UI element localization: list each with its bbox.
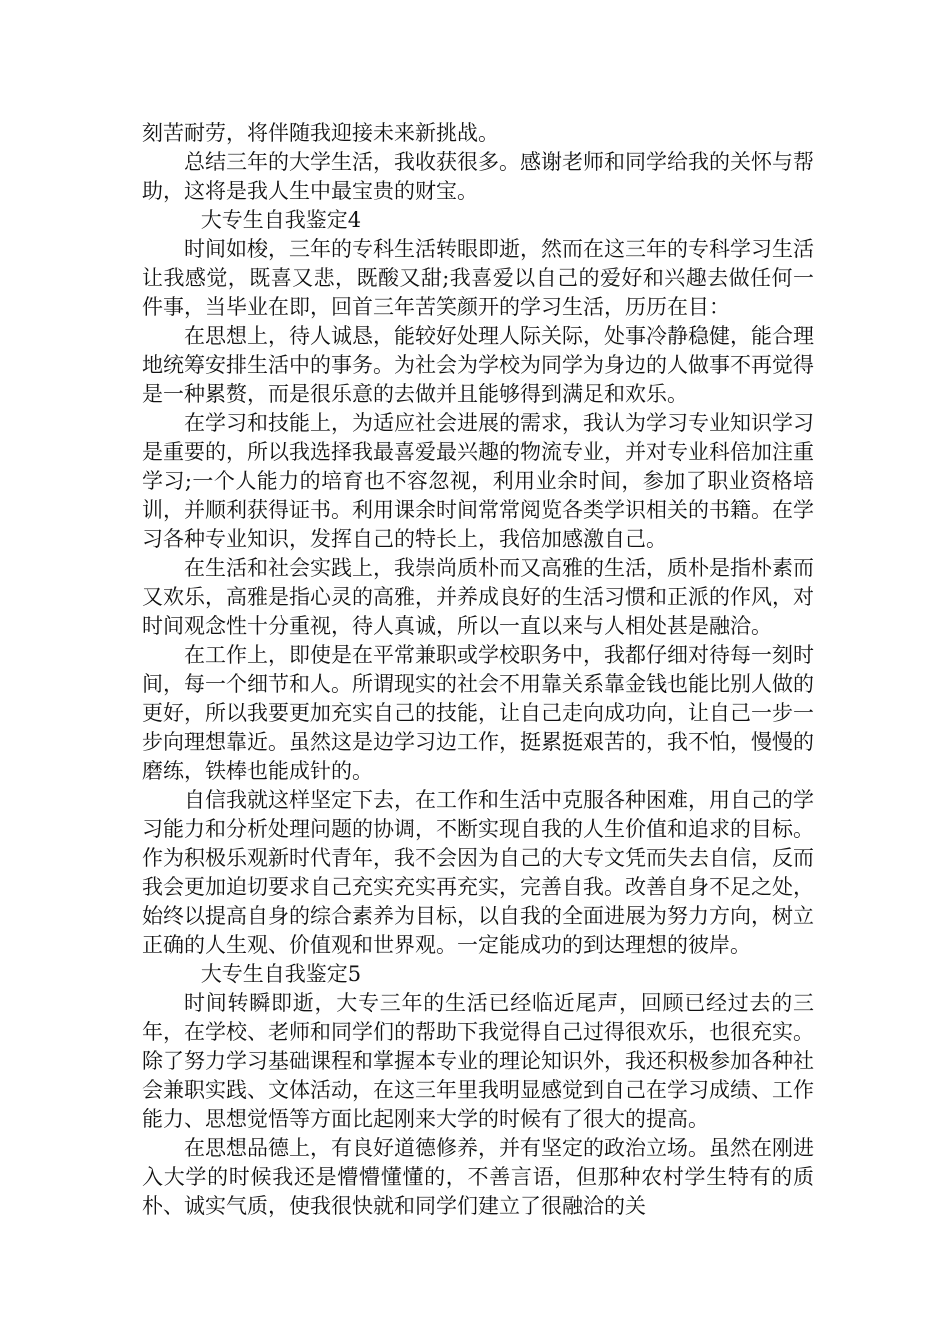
paragraph-life: 在生活和社会实践上，我崇尚质朴而又高雅的生活，质朴是指朴素而又欢乐，高雅是指心灵的高雅，并养成良好的生活习惯和正派的作风，对时间观念性十分重视，待人真诚，所以一直以来与人相处甚是融洽。 <box>142 556 814 638</box>
paragraph-work: 在工作上，即使是在平常兼职或学校职务中，我都仔细对待每一刻时间，每一个细节和人。所谓现实的社会不用靠关系靠金钱也能比别人做的更好，所以我要更加充实自己的技能，让自己走向成功向，让自己一步一步向理想靠近。虽然这是边学习边工作，挺累挺艰苦的，我不怕，慢慢的磨练，铁棒也能成针的。 <box>142 643 814 783</box>
paragraph-morality: 在思想品德上，有良好道德修养，并有坚定的政治立场。虽然在刚进入大学的时候我还是懵懵懂懂的，不善言语，但那种农村学生特有的质朴、诚实气质，使我很快就和同学们建立了很融洽的关 <box>142 1136 814 1218</box>
document-page <box>142 119 814 1221</box>
paragraph-thought: 在思想上，待人诚恳，能较好处理人际关际，处事冷静稳健，能合理地统筹安排生活中的事务。为社会为学校为同学为身边的人做事不再觉得是一种累赘，而是很乐意的去做并且能够得到满足和欢乐。 <box>142 324 814 406</box>
paragraph-summary: 总结三年的大学生活，我收获很多。感谢老师和同学给我的关怀与帮助，这将是我人生中最宝贵的财宝。 <box>142 150 814 203</box>
paragraph-continuation: 刻苦耐劳，将伴随我迎接未来新挑战。 <box>142 121 499 145</box>
paragraph-study: 在学习和技能上，为适应社会进展的需求，我认为学习专业知识学习是重要的，所以我选择我最喜爱最兴趣的物流专业，并对专业科倍加注重学习;一个人能力的培育也不容忽视，利用业余时间，参加了职业资格培训，并顺利获得证书。利用课余时间常常阅览各类学识相关的书籍。在学习各种专业知识，发挥自己的特长上，我倍加感激自己。 <box>142 411 814 551</box>
paragraph-confidence: 自信我就这样坚定下去，在工作和生活中克服各种困难，用自己的学习能力和分析处理问题的协调，不断实现自我的人生价值和追求的目标。作为积极乐观新时代青年，我不会因为自己的大专文凭而失去自信，反而我会更加迫切要求自己充实充实再充实，完善自我。改善自身不足之处，始终以提高自身的综合素养为目标，以自我的全面进展为努力方向，树立正确的人生观、价值观和世界观。一定能成功的到达理想的彼岸。 <box>142 788 814 957</box>
paragraph-intro-4: 时间如梭，三年的专科生活转眼即逝，然而在这三年的专科学习生活让我感觉，既喜又悲，既酸又甜;我喜爱以自己的爱好和兴趣去做任何一件事，当毕业在即，回首三年苦笑颜开的学习生活，历历在目： <box>142 237 814 319</box>
section-heading-5: 大专生自我鉴定5 <box>200 962 362 986</box>
section-heading-4: 大专生自我鉴定4 <box>200 208 362 232</box>
paragraph-intro-5: 时间转瞬即逝，大专三年的生活已经临近尾声，回顾已经过去的三年，在学校、老师和同学们的帮助下我觉得自己过得很欢乐，也很充实。除了努力学习基础课程和掌握本专业的理论知识外，我还积极参加各种社会兼职实践、文体活动，在这三年里我明显感觉到自己在学习成绩、工作能力、思想觉悟等方面比起刚来大学的时候有了很大的提高。 <box>142 991 814 1131</box>
